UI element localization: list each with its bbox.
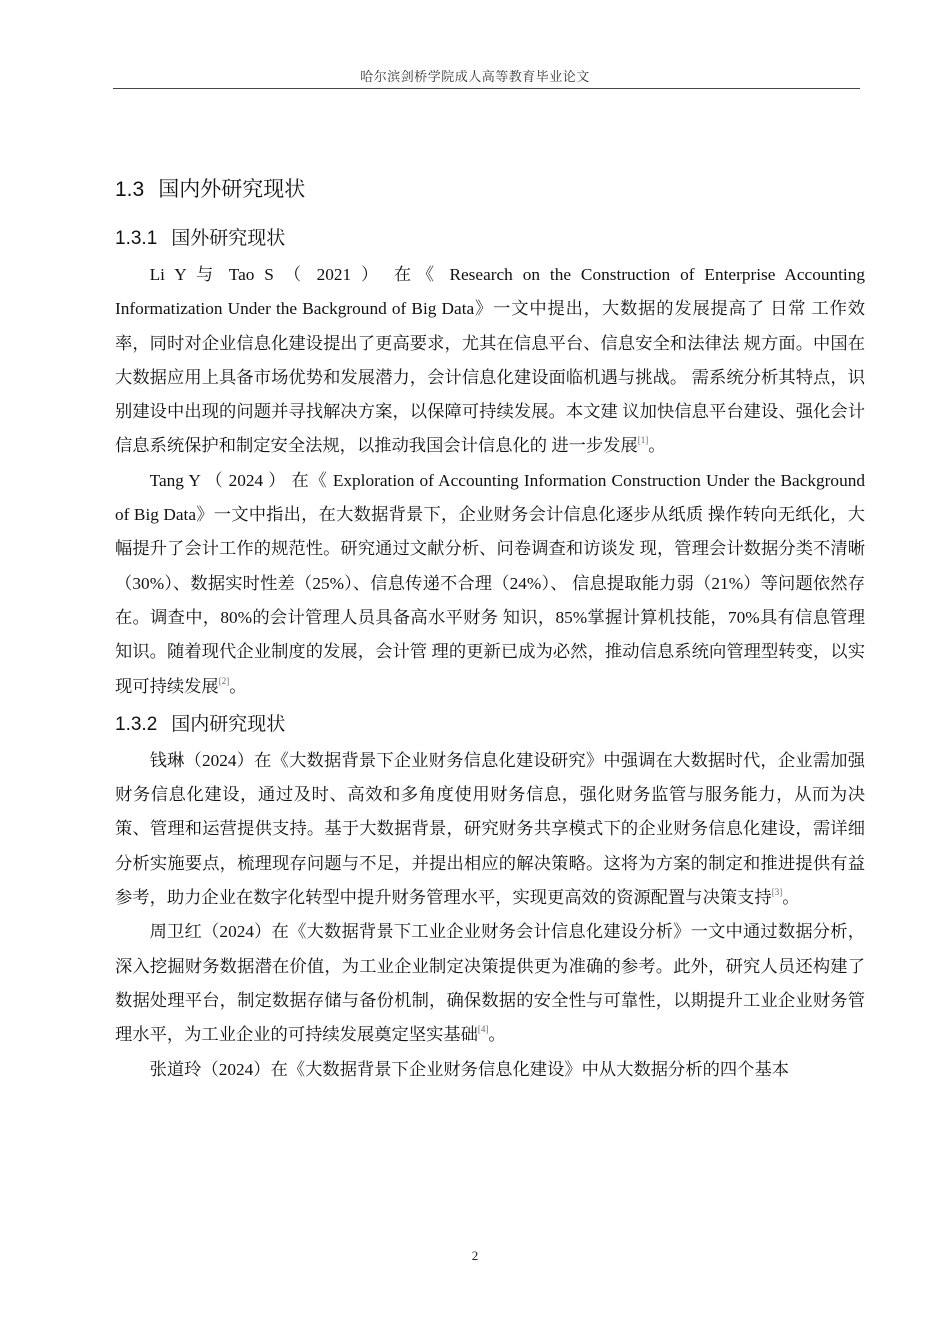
- citation-marker: [4]: [477, 1024, 489, 1035]
- page-number: 2: [471, 1248, 479, 1263]
- paragraph-end: 。: [648, 436, 666, 456]
- paragraph-text: 钱琳（2024）在《大数据背景下企业财务信息化建设研究》中强调在大数据时代，企业需加强财务信息化建设，通过及时、高效和多角度使用财务信息，强化财务监管与服务能力，从而为决策、管理和运营提供支持。基于大数据背景，研究财务共享模式下的企业财务信息化建设，需详细分析实施要点，梳理现存问题与不足，并提出相应的解决策略。这将为方案的制定和推进提供有益参考，助力企业在数字化转型中提升财务管理水平，实现更高效的资源配置与决策支持: [115, 750, 865, 908]
- paragraph: [115, 464, 865, 704]
- page-body: [115, 172, 865, 1087]
- subsection-title: 国内研究现状: [171, 713, 286, 735]
- citation-marker: [1]: [637, 435, 649, 446]
- section-title: 国内外研究现状: [158, 178, 306, 201]
- paragraph: [115, 744, 865, 915]
- paragraph-text: Tang Y （ 2024 ） 在《 Exploration of Accounting Information Construction Under the Background of Big Data》一文中指出，在大数据背景下，企业财务会计信息化逐步从纸质 操作转向无纸化，大幅提升了会计工作的规范性。研究通过文献分析、问卷调查和访谈发 现，管理会计数据分类不清晰（30%）、数据实时性差（25%）、信息传递不合理（24%）、 信息提取能力弱（21%）等问题依然存在。调查中，80%的会计管理人员具备高水平财务 知识，85%掌握计算机技能，70%具有信息管理知识。随着现代企业制度的发展，会计管 理的更新已成为必然，推动信息系统向管理型转变，以实现可持续发展: [115, 470, 865, 696]
- paragraph-text: 张道玲（2024）在《大数据背景下企业财务信息化建设》中从大数据分析的四个基本: [149, 1059, 790, 1079]
- subsection-heading-domestic: [115, 708, 865, 742]
- paragraph-end: 。: [782, 888, 800, 908]
- citation-marker: [2]: [218, 675, 230, 686]
- subsection-heading-foreign: [115, 222, 865, 256]
- paragraph: [115, 1053, 865, 1087]
- header-divider: [113, 88, 860, 89]
- paragraph: [115, 915, 865, 1052]
- paragraph-text: 周卫红（2024）在《大数据背景下工业企业财务会计信息化建设分析》一文中通过数据分析，深入挖掘财务数据潜在价值，为工业企业制定决策提供更为准确的参考。此外，研究人员还构建了数据处理平台，制定数据存储与备份机制，确保数据的安全性与可靠性，以期提升工业企业财务管理水平，为工业企业的可持续发展奠定坚实基础: [115, 922, 865, 1045]
- page-header: 哈尔滨剑桥学院成人高等教育毕业论文: [360, 69, 590, 84]
- subsection-number: 1.3.1: [115, 228, 158, 249]
- section-heading: [115, 172, 865, 208]
- paragraph-end: 。: [488, 1025, 506, 1045]
- paragraph-end: 。: [229, 676, 247, 696]
- paragraph-text: Li Y 与 Tao S （ 2021 ） 在《 Research on the Construction of Enterprise Accounting Informatization Under the Background of Big Data》一文中提出，大数据的发展提高了 日常 工作效率，同时对企业信息化建设提出了更高要求，尤其在信息平台、信息安全和法律法 规方面。中国在大数据应用上具备市场优势和发展潜力，会计信息化建设面临机遇与挑战。 需系统分析其特点，识别建设中出现的问题并寻找解决方案，以保障可持续发展。本文建 议加快信息平台建设、强化会计信息系统保护和制定安全法规，以推动我国会计信息化的 进一步发展: [115, 265, 865, 456]
- citation-marker: [3]: [771, 887, 783, 898]
- subsection-title: 国外研究现状: [171, 228, 286, 249]
- section-number: 1.3: [115, 178, 145, 201]
- paragraph: [115, 258, 865, 464]
- subsection-number: 1.3.2: [115, 713, 158, 735]
